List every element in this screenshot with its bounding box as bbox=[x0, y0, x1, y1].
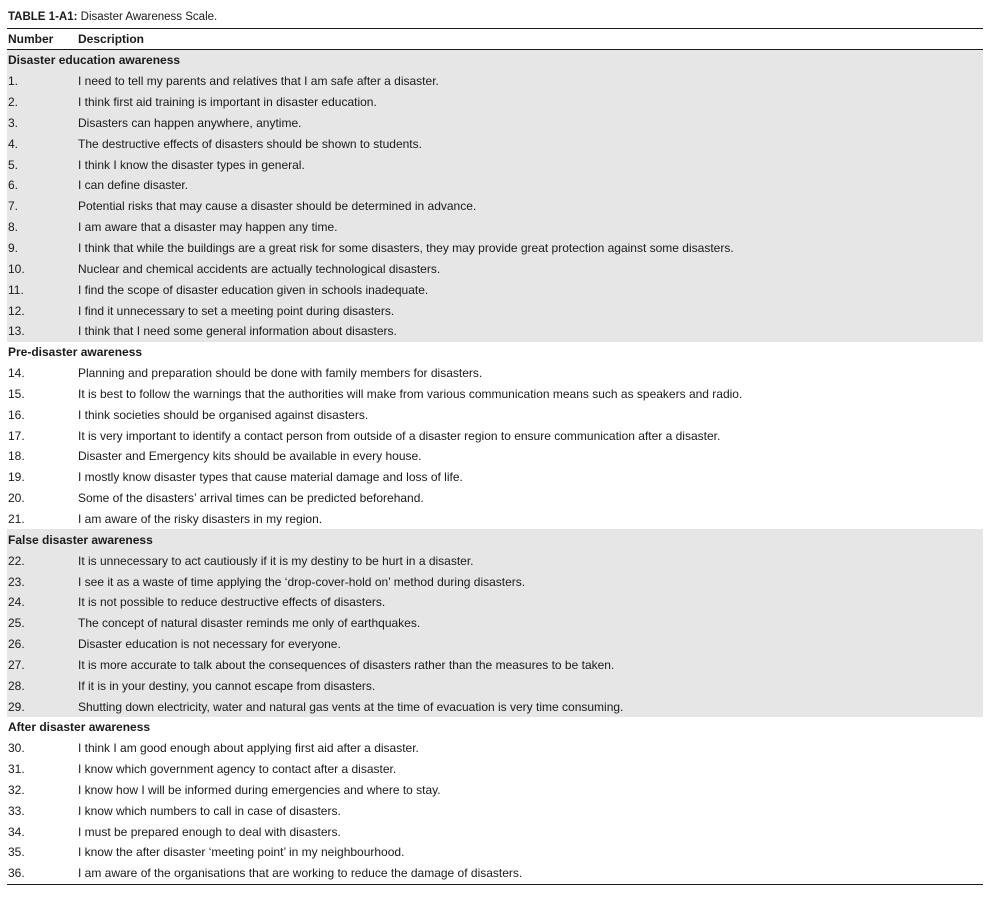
item-number: 9. bbox=[8, 241, 19, 256]
item-description: I think that while the buildings are a great risk for some disasters, they may provide great protection against some disasters. bbox=[78, 241, 734, 256]
item-number: 19. bbox=[8, 470, 25, 485]
item-number: 22. bbox=[8, 553, 25, 568]
item-description: I mostly know disaster types that cause material damage and loss of life. bbox=[78, 470, 463, 485]
item-description: Planning and preparation should be done with family members for disasters. bbox=[78, 366, 483, 381]
item-number: 28. bbox=[8, 678, 25, 693]
item-description: I think first aid training is important in disaster education. bbox=[78, 95, 377, 110]
column-header-description: Description bbox=[78, 32, 145, 46]
table-section bbox=[7, 529, 983, 717]
table-row bbox=[7, 592, 983, 613]
table-row bbox=[7, 488, 983, 509]
item-number: 10. bbox=[8, 261, 25, 276]
table-row bbox=[7, 113, 983, 134]
table-row bbox=[7, 175, 983, 196]
table-caption-text: Disaster Awareness Scale. bbox=[80, 11, 218, 23]
item-number: 25. bbox=[8, 616, 25, 631]
item-description: I must be prepared enough to deal with disasters. bbox=[78, 824, 341, 839]
table-row bbox=[7, 550, 983, 571]
section-title: Pre-disaster awareness bbox=[8, 345, 143, 360]
item-number: 8. bbox=[8, 220, 19, 235]
item-number: 30. bbox=[8, 741, 25, 756]
table-row bbox=[7, 800, 983, 821]
item-description: It is very important to identify a contact person from outside of a disaster region to ensure communication after a disaster. bbox=[78, 428, 721, 443]
item-description: I know the after disaster ‘meeting point’ in my neighbourhood. bbox=[78, 845, 405, 860]
item-description: I find the scope of disaster education given in schools inadequate. bbox=[78, 282, 429, 297]
table-row bbox=[7, 634, 983, 655]
item-number: 13. bbox=[8, 324, 25, 339]
item-description: Disaster education is not necessary for everyone. bbox=[78, 637, 341, 652]
table-row bbox=[7, 71, 983, 92]
item-description: It is unnecessary to act cautiously if it is my destiny to be hurt in a disaster. bbox=[78, 553, 474, 568]
item-number: 5. bbox=[8, 157, 19, 172]
table-row bbox=[7, 738, 983, 759]
item-number: 3. bbox=[8, 115, 19, 130]
table-row bbox=[7, 258, 983, 279]
section-title: False disaster awareness bbox=[8, 532, 153, 547]
item-description: The destructive effects of disasters should be shown to students. bbox=[78, 136, 422, 151]
item-description: I know which government agency to contact after a disaster. bbox=[78, 762, 397, 777]
item-number: 7. bbox=[8, 199, 19, 214]
item-number: 6. bbox=[8, 178, 19, 193]
table-row bbox=[7, 217, 983, 238]
item-number: 12. bbox=[8, 303, 25, 318]
table-row bbox=[7, 654, 983, 675]
item-description: I see it as a waste of time applying the ‘drop-cover-hold on’ method during disasters. bbox=[78, 574, 526, 589]
item-number: 26. bbox=[8, 637, 25, 652]
item-description: Shutting down electricity, water and natural gas vents at the time of evacuation is very time consuming. bbox=[78, 699, 624, 714]
item-description: I think I know the disaster types in general. bbox=[78, 157, 305, 172]
table-row bbox=[7, 863, 983, 884]
item-number: 33. bbox=[8, 803, 25, 818]
table-row bbox=[7, 404, 983, 425]
item-number: 36. bbox=[8, 866, 25, 881]
table-row bbox=[7, 300, 983, 321]
item-description: I think that I need some general information about disasters. bbox=[78, 324, 397, 339]
table-row bbox=[7, 821, 983, 842]
table-section bbox=[7, 342, 983, 530]
item-number: 29. bbox=[8, 699, 25, 714]
table-section bbox=[7, 717, 983, 884]
table-row bbox=[7, 133, 983, 154]
section-title: After disaster awareness bbox=[8, 720, 151, 735]
item-number: 2. bbox=[8, 95, 19, 110]
table-row bbox=[7, 154, 983, 175]
item-number: 16. bbox=[8, 407, 25, 422]
item-description: I think I am good enough about applying first aid after a disaster. bbox=[78, 741, 419, 756]
table-row bbox=[7, 696, 983, 717]
item-number: 20. bbox=[8, 491, 25, 506]
table-row bbox=[7, 196, 983, 217]
item-number: 32. bbox=[8, 782, 25, 797]
table-row bbox=[7, 467, 983, 488]
item-description: It is best to follow the warnings that the authorities will make from various communication means such as speakers and radio. bbox=[78, 386, 743, 401]
table-row bbox=[7, 759, 983, 780]
item-description: Nuclear and chemical accidents are actually technological disasters. bbox=[78, 261, 441, 276]
item-description: If it is in your destiny, you cannot escape from disasters. bbox=[78, 678, 376, 693]
table-caption-label: TABLE 1-A1: bbox=[8, 11, 78, 23]
item-description: The concept of natural disaster reminds me only of earthquakes. bbox=[78, 616, 421, 631]
table-row bbox=[7, 509, 983, 530]
item-description: I need to tell my parents and relatives that I am safe after a disaster. bbox=[78, 74, 439, 89]
item-description: Disasters can happen anywhere, anytime. bbox=[78, 115, 302, 130]
item-description: Some of the disasters’ arrival times can be predicted beforehand. bbox=[78, 491, 424, 506]
item-description: I am aware of the risky disasters in my region. bbox=[78, 511, 323, 526]
item-description: It is not possible to reduce destructive effects of disasters. bbox=[78, 595, 386, 610]
table-row bbox=[7, 571, 983, 592]
section-title: Disaster education awareness bbox=[8, 53, 181, 68]
item-number: 4. bbox=[8, 136, 19, 151]
table-body bbox=[7, 50, 983, 884]
item-description: It is more accurate to talk about the consequences of disasters rather than the measures to be taken. bbox=[78, 657, 615, 672]
item-description: I can define disaster. bbox=[78, 178, 189, 193]
item-number: 21. bbox=[8, 511, 25, 526]
item-number: 15. bbox=[8, 386, 25, 401]
item-description: I know which numbers to call in case of disasters. bbox=[78, 803, 341, 818]
table-row bbox=[7, 384, 983, 405]
item-number: 34. bbox=[8, 824, 25, 839]
item-number: 31. bbox=[8, 762, 25, 777]
item-number: 27. bbox=[8, 657, 25, 672]
item-description: Potential risks that may cause a disaster should be determined in advance. bbox=[78, 199, 477, 214]
table-header-row bbox=[7, 29, 983, 50]
item-number: 14. bbox=[8, 366, 25, 381]
item-description: I am aware of the organisations that are working to reduce the damage of disasters. bbox=[78, 866, 523, 881]
table-row bbox=[7, 321, 983, 342]
item-number: 18. bbox=[8, 449, 25, 464]
disaster-awareness-table bbox=[7, 28, 983, 885]
item-description: I think societies should be organised against disasters. bbox=[78, 407, 369, 422]
table-row bbox=[7, 613, 983, 634]
item-description: I find it unnecessary to set a meeting point during disasters. bbox=[78, 303, 395, 318]
item-number: 11. bbox=[8, 282, 24, 297]
table-row bbox=[7, 425, 983, 446]
table-caption bbox=[8, 10, 217, 24]
item-description: Disaster and Emergency kits should be available in every house. bbox=[78, 449, 422, 464]
table-section bbox=[7, 50, 983, 342]
item-number: 17. bbox=[8, 428, 25, 443]
item-number: 35. bbox=[8, 845, 25, 860]
item-number: 1. bbox=[8, 74, 19, 89]
table-row bbox=[7, 238, 983, 259]
column-header-number: Number bbox=[8, 32, 54, 46]
item-description: I know how I will be informed during emergencies and where to stay. bbox=[78, 782, 441, 797]
table-row bbox=[7, 780, 983, 801]
item-number: 23. bbox=[8, 574, 25, 589]
item-number: 24. bbox=[8, 595, 25, 610]
table-row bbox=[7, 363, 983, 384]
item-description: I am aware that a disaster may happen any time. bbox=[78, 220, 338, 235]
table-row bbox=[7, 842, 983, 863]
table-row bbox=[7, 92, 983, 113]
table-row bbox=[7, 675, 983, 696]
table-row bbox=[7, 279, 983, 300]
table-row bbox=[7, 446, 983, 467]
